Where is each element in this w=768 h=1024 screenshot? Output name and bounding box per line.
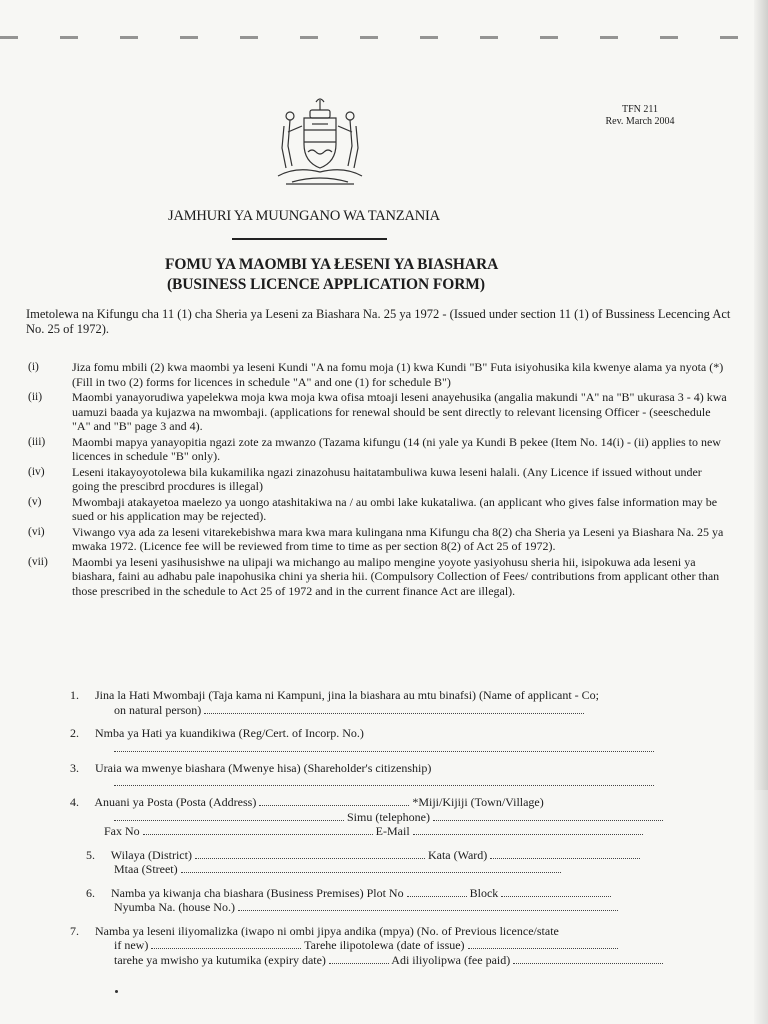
instruction-text: Maombi mapya yanayopitia ngazi zote za mwanzo (Tazama kifungu (14 (ni yale ya Kundi B pekee (Item No. 14(i) - (ii) applies to new licences in schedule "B" only). [72, 434, 721, 463]
instruction-number: (ii) [28, 391, 43, 403]
field-number: 5. [86, 847, 95, 862]
instruction-number: (vi) [28, 525, 45, 538]
scan-edge [754, 0, 768, 790]
instruction-text: Jiza fomu mbili (2) kwa maombi ya leseni Kundi "A na fomu moja (1) kwa Kundi "B" Futa isiyohusika kila kwenye alama ya nyota (*) (Fill in two (2) forms for licences in schedule "A" and one (1) for schedule B") [72, 360, 724, 389]
field-previous-licence [70, 924, 670, 968]
scan-speck [115, 990, 118, 993]
coat-of-arms-icon [272, 96, 368, 188]
applicant-name-label: Jina la Hati Mwombaji (Taja kama ni Kampuni, jina la biashara au mtu binafsi) (Name of applicant - Co; [95, 688, 600, 702]
district-label: Wilaya (District) [110, 847, 192, 862]
instruction-item [28, 495, 728, 524]
fax-label: Fax No [104, 824, 140, 838]
instruction-number: (v) [28, 495, 42, 508]
house-no-label: Nyumba Na. (house No.) [114, 900, 235, 914]
instruction-item [28, 465, 728, 494]
instruction-text: Mwombaji atakayetoa maelezo ya uongo atashitakiwa na / au ombi lake kukataliwa. (an applicant who gives false information may be sued or his application may be rejected). [72, 494, 718, 523]
issue-date-input[interactable] [468, 939, 618, 949]
postal-address-input[interactable] [259, 796, 409, 806]
town-label: *Miji/Kijiji (Town/Village) [412, 795, 544, 809]
form-number: TFN 211 [621, 104, 659, 115]
scan-edge-lower [754, 790, 768, 1024]
email-input[interactable] [413, 825, 643, 835]
field-number: 6. [86, 885, 95, 900]
expiry-date-label: tarehe ya mwisho ya kutumika (expiry date) [114, 952, 326, 967]
field-premises [70, 886, 670, 915]
issue-date-label: Tarehe ilipotolewa (date of issue) [304, 938, 465, 952]
field-address [70, 795, 670, 839]
block-input[interactable] [501, 887, 611, 897]
citizenship-label: Uraia wa mwenye biashara (Mwenye hisa) (Shareholder's citizenship) [95, 760, 432, 775]
field-registration-no [70, 726, 670, 752]
field-number: 7. [70, 923, 79, 938]
district-input[interactable] [195, 849, 425, 859]
instruction-number: (iv) [28, 465, 45, 478]
instruction-text: Maombi ya leseni yasihusishwe na ulipaji wa michango au malipo mengine yoyote yasiyohusu sheria hii, isipokuwa ada leseni ya biashara, faini au adhabu pale inapohusika chini ya sheria hii. (Compulsory Collection of Fees/ contributions from applicant other than those prescribed in the schedule to Act 25 of 1972 and in the current finance Act are illegal). [72, 554, 720, 598]
instruction-text: Maombi yanayorudiwa yapelekwa moja kwa moja kwa ofisa mtoaji leseni anayehusika (angalia makundi "A" na "B" ukurasa 3 - 4) kwa uamuzi baada ya kujazwa na mwombaji. (applications for renewal should be sent directly to relevant licensing Officer - (seeschedule "A" and "B" page 3 and 4). [72, 390, 727, 433]
telephone-label: Simu (telephone) [347, 809, 430, 824]
instruction-text: Viwango vya ada za leseni vitarekebishwa mara kwa mara kulingana nma Kifungu cha 8(2) cha Sheria ya Leseni ya Biashara Na. 25 ya mwaka 1972. (Licence fee will be reviewed from time to time as per section 8(2) of Act 25 of 1972). [72, 524, 724, 553]
form-title-swahili: FOMU YA MAOMBI YA ŁESENI YA BIASHARA [165, 256, 499, 273]
plot-no-input[interactable] [407, 887, 467, 897]
ward-label: Kata (Ward) [427, 847, 488, 862]
previous-licence-label: Namba ya leseni iliyomalizka (iwapo ni ombi jipya andika (mpya) (No. of Previous licence/state [95, 923, 559, 938]
applicant-name-input[interactable] [204, 704, 584, 714]
plot-no-label: Namba ya kiwanja cha biashara (Business Premises) Plot No [111, 885, 404, 900]
registration-no-label: Nmba ya Hati ya kuandikiwa (Reg/Cert. of Incorp. No.) [95, 726, 364, 740]
form-code [580, 104, 700, 128]
intro-paragraph: Imetolewa na Kifungu cha 11 (1) cha Sheria ya Leseni za Biashara Na. 25 ya 1972 - (Issued under section 11 (1) of Bussiness Lecencing Act No. 25 of 1972). [26, 307, 731, 336]
instruction-item [28, 360, 728, 389]
heading-divider [232, 238, 387, 240]
fee-paid-label: Adi iliyolipwa (fee paid) [391, 952, 511, 967]
form-title-english: (BUSINESS LICENCE APPLICATION FORM) [167, 276, 485, 293]
block-label: Block [469, 885, 499, 900]
ward-input[interactable] [490, 849, 640, 859]
expiry-date-input[interactable] [329, 954, 389, 964]
instruction-item [28, 435, 728, 464]
fax-input[interactable] [143, 825, 373, 835]
town-input[interactable] [114, 811, 344, 821]
instruction-number: (iii) [28, 435, 46, 448]
email-label: E-Mail [375, 824, 410, 838]
field-applicant-name [70, 688, 670, 717]
instruction-item [28, 390, 728, 434]
citizenship-input[interactable] [114, 775, 654, 786]
street-label: Mtaa (Street) [114, 862, 178, 876]
field-number: 2. [70, 726, 79, 740]
instruction-number: (vii) [28, 555, 48, 568]
fee-paid-input[interactable] [513, 954, 663, 964]
instruction-text: Leseni itakayoyotolewa bila kukamilika ngazi zinazohusu haitatambuliwa kuwa leseni halali. (Any Licence if issued without under going the prescibrd procdures is illegal) [72, 464, 702, 493]
applicant-name-label-cont: on natural person) [114, 702, 202, 717]
telephone-input[interactable] [433, 811, 663, 821]
postal-address-label: Anuani ya Posta (Posta (Address) [94, 795, 257, 809]
if-new-label: if new) [114, 938, 149, 952]
previous-licence-input[interactable] [151, 939, 301, 949]
scan-top-marks [0, 36, 740, 39]
form-title [165, 255, 615, 295]
house-no-input[interactable] [238, 901, 618, 911]
field-citizenship [70, 761, 670, 787]
instructions-list [28, 360, 728, 599]
registration-no-input[interactable] [114, 741, 654, 752]
field-number: 3. [70, 760, 79, 775]
form-revision: Rev. March 2004 [605, 116, 675, 127]
instruction-item [28, 555, 728, 599]
street-input[interactable] [181, 863, 561, 873]
field-number: 1. [70, 688, 79, 702]
application-fields [70, 688, 670, 976]
republic-heading: JAMHURI YA MUUNGANO WA TANZANIA [168, 208, 440, 224]
instruction-number: (i) [28, 361, 39, 373]
field-number: 4. [70, 795, 79, 809]
field-location [70, 848, 670, 877]
instruction-item [28, 525, 728, 554]
